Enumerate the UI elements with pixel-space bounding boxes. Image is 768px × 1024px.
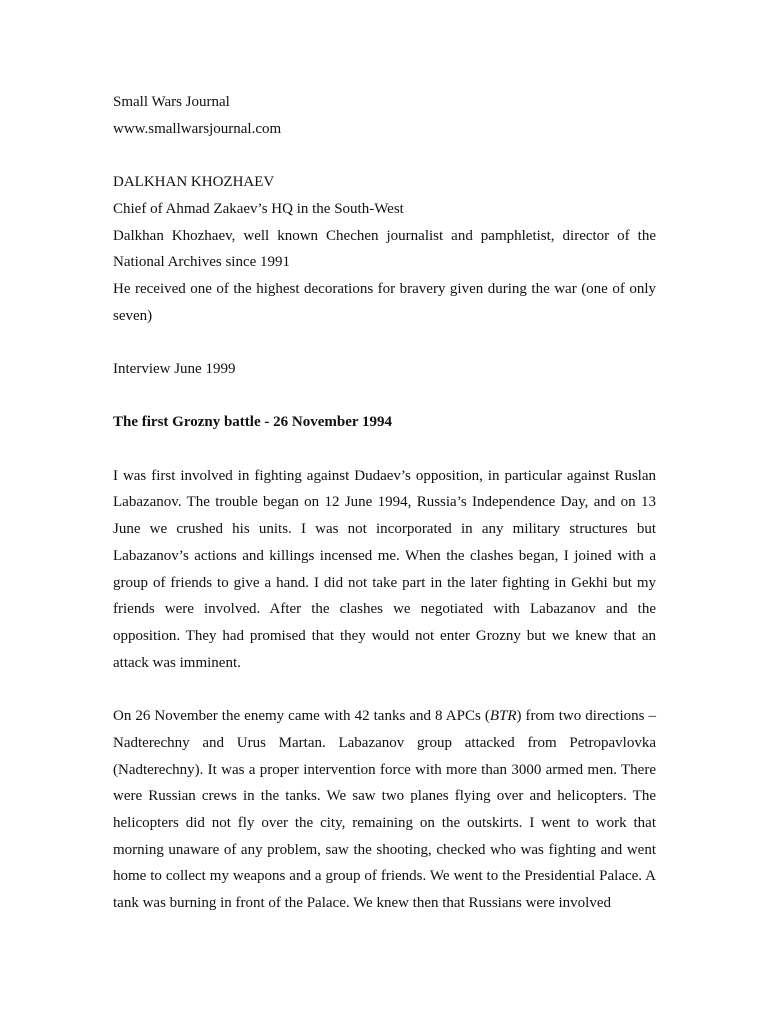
subject-name: DALKHAN KHOZHAEV (113, 174, 275, 191)
document-body (113, 89, 656, 917)
subject-decoration: He received one of the highest decorations for bravery given during the war (one of only seven) (113, 280, 656, 324)
journal-name: Small Wars Journal (113, 94, 230, 110)
spacer (113, 436, 656, 463)
section-heading: The first Grozny battle - 26 November 1994 (113, 414, 392, 431)
paragraph-november-attack (113, 703, 656, 917)
interview-date: Interview June 1999 (113, 361, 236, 377)
journal-url: www.smallwarsjournal.com (113, 120, 282, 137)
spacer (113, 142, 656, 169)
subject-title: Chief of Ahmad Zakaev’s HQ in the South-West (113, 200, 404, 217)
paragraph-opposition-fighting: I was first involved in fighting against Dudaev’s opposition, in particular against Ruslan Labazanov. The trouble began on 12 June 1994, Russia’s Independence Day, and on 13 June we crushed his units. I was not incorporated in any military structures but Labazanov’s actions and killings incensed me. When the clashes began, I joined with a group of friends to give a hand. I did not take part in the later fighting in Gekhi but my friends were involved. After the clashes we negotiated with Labazanov and the opposition. They had promised that they would not enter Grozny but we knew that an attack was imminent. (113, 467, 656, 671)
spacer (113, 676, 656, 703)
btr-term: BTR (489, 708, 517, 725)
subject-bio: Dalkhan Khozhaev, well known Chechen journalist and pamphletist, director of the National Archives since 1991 (113, 227, 656, 271)
paragraph-text-rest: ) from two directions – Nadterechny and Urus Martan. Labazanov group attacked from Petropavlovka (Nadterechny). It was a proper intervention force with more than 3000 armed men. There were Russian crews in the tanks. We saw two planes flying over and helicopters. The helicopters did not fly over the city, remaining on the outskirts. I went to work that morning unaware of any problem, saw the shooting, checked who was fighting and went home to collect my weapons and a group of friends. We went to the Presidential Palace. A tank was burning in front of the Palace. We knew then that Russians were involved (113, 708, 656, 912)
paragraph-text-start: On 26 November the enemy came with 42 tanks and 8 APCs ( (113, 708, 490, 725)
spacer (113, 329, 656, 356)
spacer (113, 383, 656, 410)
